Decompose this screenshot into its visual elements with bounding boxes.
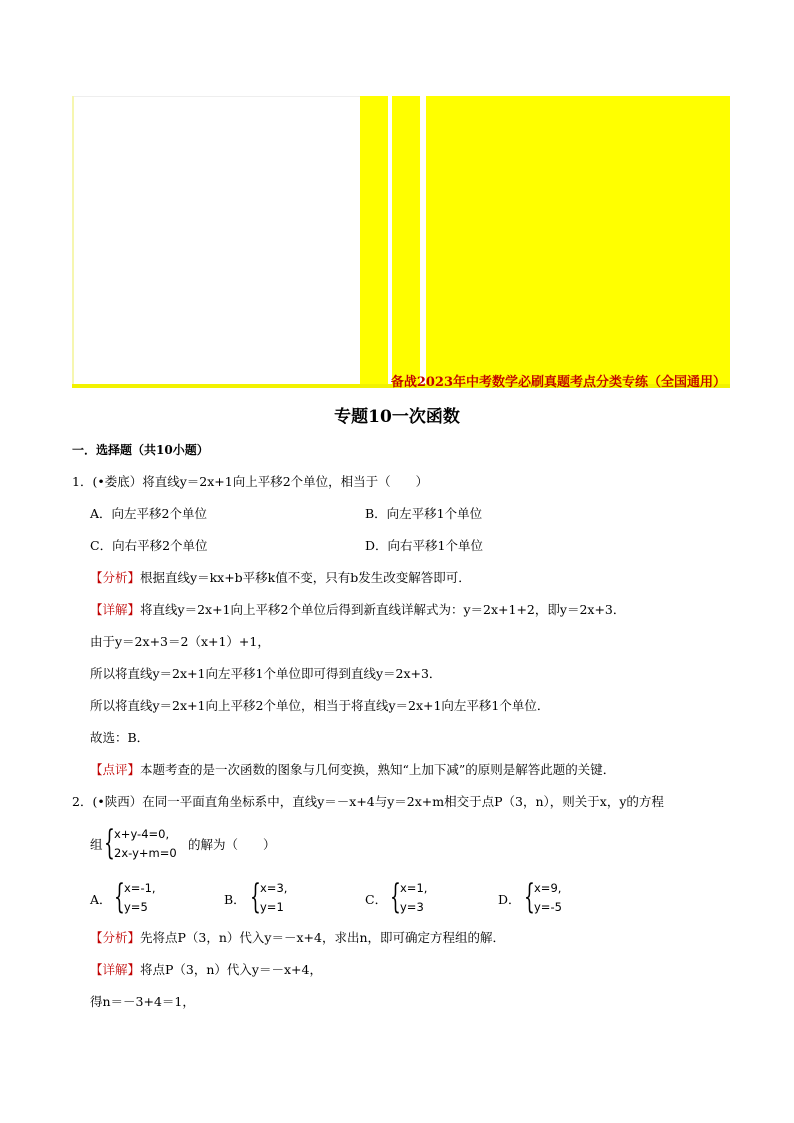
question-2-option-b-label: B． <box>224 892 246 907</box>
question-2-option-c-label: C． <box>365 892 388 907</box>
detail-tag: 【详解】 <box>90 602 141 617</box>
question-1-detail <box>90 602 625 618</box>
analysis-text: 先将点P（3，n）代入y＝－x+4，求出n，即可确定方程组的解． <box>140 930 506 945</box>
equation-row: x=1, <box>400 881 428 895</box>
question-1-detail-line: 由于y＝2x+3＝2（x+1）+1， <box>90 634 270 649</box>
banner-subtitle: 备战2023年中考数学必刷真题考点分类专练（全国通用） <box>390 375 726 390</box>
banner-yellow-stripe <box>360 96 388 386</box>
question-2-detail <box>90 962 322 978</box>
question-1-option-d: D．向右平移1个单位 <box>365 538 483 553</box>
detail-text: 将直线y＝2x+1向上平移2个单位后得到新直线详解式为：y＝2x+1+2，即y＝2x+3． <box>140 602 626 617</box>
comment-text: 本题考查的是一次函数的图象与几何变换，熟知“上加下减”的原则是解答此题的关键． <box>140 762 616 777</box>
equation-row: y=5 <box>124 900 148 914</box>
brace-icon: { <box>250 877 261 917</box>
banner-yellow-block <box>426 96 730 386</box>
document-title: 专题10一次函数 <box>334 407 460 427</box>
section-heading: 一．选择题（共10小题） <box>72 443 209 457</box>
question-1-option-c: C．向右平移2个单位 <box>90 538 208 553</box>
question-2-stem: 2．(•陕西）在同一平面直角坐标系中，直线y＝－x+4与y＝2x+m相交于点P（3，n），则关于x，y的方程 <box>72 794 664 809</box>
question-1-answer: 故选：B． <box>90 730 150 745</box>
question-1-analysis <box>90 570 471 586</box>
question-2-analysis <box>90 930 505 946</box>
banner-yellow-stripe <box>392 96 420 386</box>
question-1-detail-line: 所以将直线y＝2x+1向上平移2个单位，相当于将直线y＝2x+1向左平移1个单位． <box>90 698 550 713</box>
question-1-option-a: A．向左平移2个单位 <box>90 506 207 521</box>
equation-row: y=-5 <box>534 900 562 914</box>
question-2-stem-prefix: 组 <box>90 837 103 852</box>
question-1-detail-line: 所以将直线y＝2x+1向左平移1个单位即可得到直线y＝2x+3． <box>90 666 442 681</box>
brace-icon: { <box>390 877 401 917</box>
question-2-option-a-label: A． <box>90 892 112 907</box>
question-2-option-d-label: D． <box>498 892 521 907</box>
analysis-tag: 【分析】 <box>90 930 141 945</box>
comment-tag: 【点评】 <box>90 762 141 777</box>
question-1-stem: 1．(•娄底）将直线y＝2x+1向上平移2个单位，相当于（ ） <box>72 474 429 489</box>
header-banner <box>72 96 730 388</box>
analysis-tag: 【分析】 <box>90 570 141 585</box>
question-1-option-b: B．向左平移1个单位 <box>365 506 483 521</box>
equation-row: y=3 <box>400 900 424 914</box>
detail-text: 将点P（3，n）代入y＝－x+4， <box>140 962 322 977</box>
equation-row: y=1 <box>260 900 284 914</box>
question-2-detail-line: 得n＝－3+4＝1， <box>90 994 195 1009</box>
banner-frame-left <box>72 96 74 386</box>
equation-row: 2x-y+m=0 <box>114 846 177 860</box>
equation-row: x=3, <box>260 881 288 895</box>
question-1-comment <box>90 762 615 778</box>
brace-icon: { <box>524 877 535 917</box>
equation-row: x=-1, <box>124 881 156 895</box>
equation-row: x=9, <box>534 881 562 895</box>
brace-icon: { <box>104 823 115 863</box>
analysis-text: 根据直线y＝kx+b平移k值不变，只有b发生改变解答即可． <box>140 570 471 585</box>
banner-frame-top <box>72 96 360 97</box>
detail-tag: 【详解】 <box>90 962 141 977</box>
brace-icon: { <box>114 877 125 917</box>
question-2-stem-suffix: 的解为（ ） <box>188 837 276 852</box>
equation-row: x+y-4=0, <box>114 827 170 841</box>
